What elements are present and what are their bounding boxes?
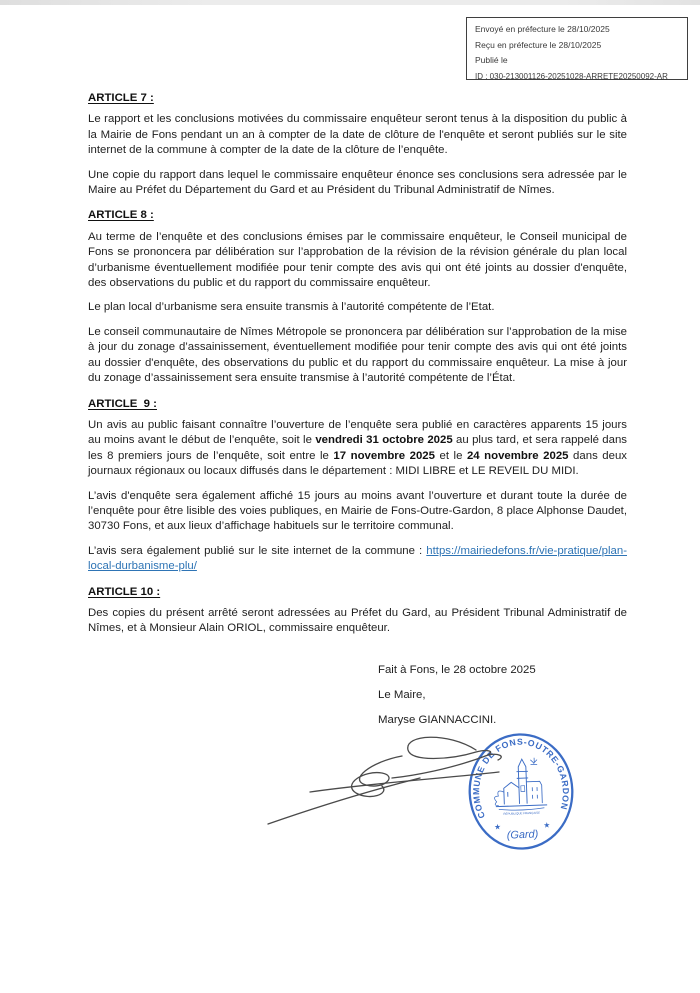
signature-stroke — [352, 756, 402, 797]
article9-paragraph-1 — [88, 418, 627, 480]
article9-heading: ARTICLE 9 : — [88, 397, 157, 410]
article10-heading: ARTICLE 10 : — [88, 585, 161, 598]
article9-p1-bold-date-2: 17 novembre 2025 — [333, 449, 435, 462]
commune-website-link[interactable]: https://mairiedefons.fr/vie-pratique/plan-local-durbanisme-plu/ — [88, 544, 627, 573]
article9-paragraph-2: L’avis d'enquête sera également affiché 15 jours au moins avant l’ouverture et durant toute la durée de l’enquête pour être lisible des voies publiques, en Mairie de Fons-Outre-Gardon, 8 place Alphonse Daudet, 30730 Fons, et aux lieux d’affichage habituels sur le territoire communal. — [88, 489, 627, 533]
prefecture-sent-line: Envoyé en préfecture le 28/10/2025 — [475, 24, 610, 34]
seal-bottom-text: (Gard) — [506, 828, 539, 842]
signature-stroke — [392, 737, 491, 778]
signature-block — [378, 663, 627, 728]
prefecture-stamp-box — [466, 17, 688, 80]
seal-center-caption: RÉPUBLIQUE FRANÇAISE — [503, 810, 541, 816]
article10-paragraph-1: Des copies du présent arrêté seront adressées au Préfet du Gard, au Président Tribunal Administratif de Nîmes, et à Monsieur Alain ORIOL, commissaire enquêteur. — [88, 606, 627, 635]
article7-heading: ARTICLE 7 : — [88, 92, 154, 104]
signature-name: Maryse GIANNACCINI. — [378, 713, 497, 726]
prefecture-published-line: Publié le — [475, 55, 508, 65]
article9-p1-text: et le — [434, 449, 467, 462]
article7-paragraph-1: Le rapport et les conclusions motivées du commissaire enquêteur seront tenus à la disposition du public à la Mairie de Fons pendant un an à compter de la date de clôture de l'enquête et seront publiés sur le site internet de la commune à compter de la date de la clôture de l’enquête. — [88, 113, 627, 157]
article9-p1-text: Un avis au public faisant connaître l’ouverture de l’enquête sera publié en caractères apparents 15 jours au moins avant le début de l’enquête, soit le — [88, 418, 627, 447]
article7-paragraph-2: Une copie du rapport dans lequel le commissaire enquêteur énonce ses conclusions sera adressée par le Maire au Préfet du Département du Gard et au Président du Tribunal Administratif de Nîmes. — [88, 168, 627, 197]
article9-paragraph-3 — [88, 544, 627, 575]
article8-paragraph-2: Le plan local d’urbanisme sera ensuite transmis à l’autorité compétente de l’Etat. — [88, 301, 495, 314]
prefecture-id-line: ID : 030-213001126-20251028-ARRETE20250092-AR — [475, 71, 668, 80]
article8-paragraph-3: Le conseil communautaire de Nîmes Métropole se prononcera par délibération sur l’approbation de la mise à jour du zonage d’assainissement, éventuellement modifiée pour tenir compte des avis qui ont été joints au dossier d'enquête, des observations du public et du rapport du commissaire enquêteur. La mise à jour du zonage d’assainissement sera ensuite transmise à l’autorité compétente de l’État. — [88, 325, 627, 385]
handwritten-signature — [252, 736, 514, 831]
article9-p3-text: L’avis sera également publié sur le site internet de la commune : — [88, 544, 427, 557]
signature-title: Le Maire, — [378, 688, 426, 701]
signature-place-date: Fait à Fons, le 28 octobre 2025 — [378, 663, 536, 676]
article9-p1-bold-date-1: vendredi 31 octobre 2025 — [315, 434, 453, 447]
prefecture-received-line: Reçu en préfecture le 28/10/2025 — [475, 39, 602, 50]
seal-arc-text: COMMUNE DE FONS-OUTRE-GARDON — [471, 736, 571, 821]
signature-stroke — [268, 778, 420, 824]
signature-stroke — [488, 754, 501, 760]
document-body — [88, 91, 627, 738]
article8-heading: ARTICLE 8 : — [88, 209, 154, 222]
article8-paragraph-1: Au terme de l’enquête et des conclusions émises par le commissaire enquêteur, le Conseil municipal de Fons se prononcera par délibération sur l’approbation de la révision de la révision générale du plan local d’urbanisme éventuellement modifiée pour tenir compte des avis qui ont été joints au dossier d'enquête, des observations du public et du rapport du commissaire enquêteur. — [88, 230, 627, 290]
seal-star-right-icon: ★ — [543, 820, 551, 830]
article9-p1-text: au plus tard, et sera rappelé dans les 8 premiers jours de l’enquête, soit entre le — [88, 434, 628, 462]
article9-p1-text: dans deux journaux régionaux ou locaux diffusés dans le département : MIDI LIBRE et LE REVEIL DU MIDI. — [88, 449, 628, 478]
article9-p1-bold-date-3: 24 novembre 2025 — [466, 449, 569, 462]
seal-star-left-icon: ★ — [493, 822, 502, 832]
scan-edge-artifact — [0, 0, 700, 5]
